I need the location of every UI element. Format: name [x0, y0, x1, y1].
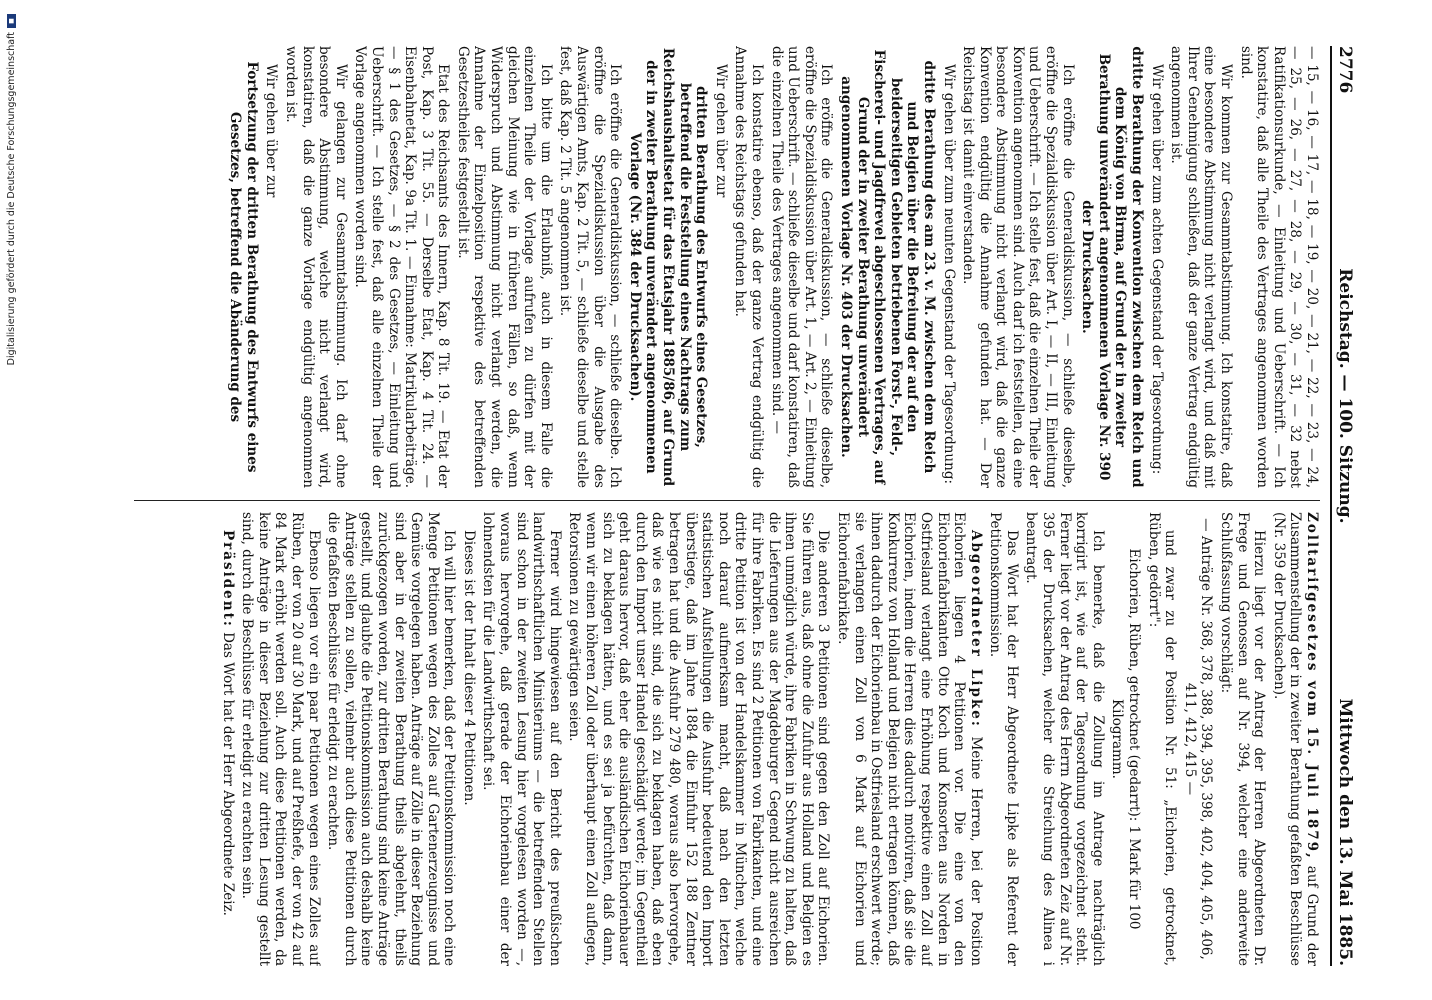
- page-running-title: Reichstag. — 100. Sitzung.: [1335, 268, 1355, 524]
- paragraph-text: Ich eröffne die Generaldiskussion, — schließe dieselbe, eröffne die Spezialdiskussion über Art. 1, — Art. 2, — Einleitung und Ueberschrift. — schließe dieselbe und darf konstatiren, daß die einzelnen Theile des Vertrages angenommen sind. —: [768, 46, 835, 488]
- paragraph: [460, 512, 477, 966]
- paragraph: [566, 512, 832, 966]
- paragraph-text: Wir gehen über zum achten Gegenstand der Tagesordnung:: [1148, 64, 1165, 475]
- paragraph-text: dritte Berathung der Konvention zwischen dem Reich und dem König von Birma, auf Grund der in zweiter Berathung unverändert angenommenen Vorlage Nr. 390 der Drucksachen.: [1079, 46, 1146, 488]
- speaker-label: Präsident:: [219, 530, 236, 628]
- paragraph-text: Hierzu liegt vor der Antrag der Herren Abgeordneten Dr. Frege und Genossen auf Nr. 394, welcher eine anderweite Schlußfassung vorschlägt:: [1218, 512, 1268, 966]
- paragraph: [940, 46, 957, 488]
- dfg-logo-icon: ■: [7, 14, 16, 28]
- paragraph: [454, 46, 554, 488]
- scanned-page: [124, 46, 1364, 966]
- paragraph: [263, 46, 280, 488]
- paragraph-text: Wir kommen zur Gesammtabstimmung. Ich konstatire, daß eine besondere Abstimmung nicht verlangt wird, und daß mit Ihrer Genehmigung schließen, daß der ganze Vertrag endgültig angenommen ist.: [1168, 46, 1235, 488]
- paragraph: [227, 46, 260, 488]
- paragraph-text: dritten Berathung des Entwurfs eines Gesetzes, betreffend die Feststellung eines Nachtrags zum Reichshaushaltsetat für das Etatsjahr 1885/86, auf Grund der in zweiter Berathung unverändert angenommenen Vorlage (Nr. 384 der Drucksachen).: [626, 47, 710, 487]
- paragraph: [1148, 46, 1165, 488]
- page-header: [1330, 46, 1364, 966]
- column-divider: [134, 500, 1320, 501]
- paragraph-text: Meine Herren, bei der Position Eichorien liegen 4 Petitionen vor. Die eine von den Eichorienfabrikanten Otto Koch und Konsorten aus Norden in Ostfriesland verlangt eine Erhöhung respektive einen Zoll auf Eichorien, indem die Herren dies dadurch motiviren, daß sie die Konkurrenz von Holland und Belgien nicht ertragen können, daß ihnen dadurch der Eichorienbau in Ostfriesland erschwert werde; sie verlangen einen Zoll von 6 Mark auf Eichorien und Eichorienfabrikate.: [834, 512, 984, 966]
- paragraph: [282, 46, 348, 488]
- paragraph-text: Wir gehen über zur: [263, 64, 280, 198]
- session-date: Mittwoch den 13. Mai 1885.: [1335, 698, 1355, 966]
- paragraph: [325, 512, 458, 966]
- paragraph-text: Ich bemerke, daß die Zollung im Antrage nachträglich korrigirt ist, wie auf der Tagesordnung vorgezeichnet steht. Ferner liegt vor der Antrag des Herrn Abgeordneten Zeiz auf Nr. 395 der Drucksachen, welcher die Streichung des Alinea i beantragt.: [1023, 512, 1106, 966]
- paragraph-text: auf Grund der Zusammenstellung der in zweiter Berathung gefaßten Beschlüsse (Nr. 359 der Drucksachen).: [1270, 512, 1320, 966]
- paragraph: [626, 46, 709, 488]
- paragraph-text: Ich eröffne die Generaldiskussion, — schließe dieselbe. Ich eröffne die Spezialdiskussion über die Ausgabe des Auswärtigen Amts, Kap. 2 Tit. 5, — schließe dieselbe und stelle fest, daß Kap. 2 Tit. 5 angenommen ist.: [557, 46, 624, 488]
- paragraph: [837, 46, 937, 488]
- paragraph-text: Wir gehen über zur: [712, 64, 729, 198]
- paragraph: [960, 46, 1076, 488]
- paragraph-text: — 15, — 16, — 17, — 18, — 19, — 20, — 21, — 22, — 23, — 24, — 25, — 26, — 27, — 28, — 29, — 30, — 31, — 32 nebst Ratifikationsurkunde, — Einleitung und Ueberschrift. — Ich konstatire, daß alle Theile des Vertrages angenommen worden sind.: [1237, 46, 1320, 488]
- right-text-column: [130, 512, 1320, 966]
- paragraph: [732, 46, 765, 488]
- paragraph: [557, 46, 623, 488]
- paragraph: [1237, 46, 1320, 488]
- paragraph-text: Die anderen 3 Petitionen sind gegen den Zoll auf Eichorien. Sie führen aus, daß ohne die Zufuhr aus Holland und Belgien es ihnen unmöglich würde, ihre Fabriken in Schwung zu halten, daß die Lieferungen aus der Magdeburger Gegend nicht ausreichen für ihre Fabriken. Es sind 2 Petitionen von Fabrikanten, und eine dritte Petition ist von der Handelskammer in München, welche noch darauf aufmerksam macht, daß nach den letzten statistischen Aufstellungen die Ausfuhr bedeutend den Import überstiege, daß im Jahre 1884 die Einfuhr 152 188 Zentner betragen hat und die Ausfuhr 279 480, woraus also hervorgehe, daß wie es nicht sind, die sich zu beklagen haben, daß eben durch den Import unser Handel geschädigt werde; im Gegentheil geht daraus hervor, daß eher die ausländischen Eichorienbauer sich zu beklagen hätten, und es sei ja befürchten, daß dann, wenn wir einen höheren Zoll oder überhaupt einen Zoll auflegen, Retorsionen zu gewärtigen seien.: [566, 512, 832, 966]
- paragraph: [834, 512, 983, 966]
- speaker-label: Zolltarifgesetzes vom 15. Juli 1879,: [1304, 512, 1320, 860]
- paragraph-text: Das Wort hat der Herr Abgeordnete Zeiz.: [219, 627, 236, 916]
- left-text-column: [130, 46, 1320, 488]
- paragraph-text: dritte Berathung des am 23. v. M. zwischen dem Reich und Belgien über die Befreiung der auf den beiderseitigen Gebieten betriebenen Forst-, Feld-, Fischerei- und Jagdfrevel abgeschlossenen Vertrages, auf Grund der in zweiter Berathung unverändert angenommenen Vorlage Nr. 403 der Drucksachen.: [837, 49, 937, 485]
- paragraph-text: Ich bitte um die Erlaubniß, auch in diesem Falle die einzelnen Theile der Vorlage aufrufen zu dürfen mit der gleichen Meinung wie in früheren Fällen, so daß, wenn Widerspruch und Abstimmung nicht verlangt werden, die Annahme der Einzelposition respektive des betreffenden Gesetzestheiles festgestellt ist.: [454, 46, 554, 488]
- page-number: 2776: [1335, 46, 1355, 94]
- paragraph: [352, 46, 452, 488]
- speaker-label: Abgeordneter Lipke:: [967, 530, 984, 728]
- paragraph-text: — Anträge Nr. 368, 378, 388, 394, 395, 398, 402, 404, 405, 406, 411, 412, 415 —: [1181, 518, 1215, 960]
- paragraph-text: Ich eröffne die Generaldiskussion, — schließe dieselbe, eröffne die Spezialdiskussion über Art. I, — II, — III, Einleitung und Ueberschrift. — Ich stelle fest, daß die einzelnen Theile der Konvention angenommen sind. Auch darf ich feststellen, da eine besondere Abstimmung nicht verlangt wird, daß die ganze Konvention endgültig die Annahme gefunden hat. — Der Reichstag ist damit einverstanden.: [960, 46, 1076, 488]
- paragraph-text: Ich will hier bemerken, daß der Petitionskommission noch eine Menge Petitionen wegen des Zolles auf Gartenerzeugnisse und Gemüse vorgelegen haben. Anträge auf Zölle in dieser Beziehung sind aber in der zweiten Berathung theils abgelehnt, theils zurückgezogen worden, zur dritten Berathung sind keine Anträge gestellt, und glaubte die Petitionskommission auch deshalb keine Anträge stellen zu sollen, vielmehr auch diese Petitionen durch die gefaßten Beschlüsse für erledigt zu erachten.: [325, 512, 458, 966]
- paragraph-text: Fortsetzung der dritten Berathung des Entwurfs eines Gesetzes, betreffend die Abänderung des: [227, 61, 260, 473]
- paragraph-text: Ebenso liegen vor ein paar Petitionen wegen eines Zolles auf Rüben, der von 20 auf 30 Mark, und auf Preßhefe, der von 42 auf 84 Mark erhöht werden soll. Auch diese Petitionen werden, da keine Anträge in dieser Beziehung zur dritten Lesung gestellt sind, durch die Beschlüsse für erledigt zu erachten sein.: [239, 512, 322, 966]
- paragraph-text: Wir gehen über zum neunten Gegenstand der Tagesordnung:: [940, 64, 957, 485]
- paragraph: [239, 512, 322, 966]
- paragraph: [712, 46, 729, 488]
- paragraph: [1217, 512, 1267, 966]
- paragraph: [219, 512, 236, 966]
- paragraph-text: Das Wort hat der Herr Abgeordnete Lipke als Referent der Petitionskommission.: [987, 512, 1020, 966]
- paragraph-text: und zwar zu der Position Nr. 51: „Eichorien, getrocknet, Rüben, gedörrt":: [1145, 512, 1179, 966]
- paragraph: [1023, 512, 1106, 966]
- credit-text: Digitalisierung gefördert durch die Deutsche Forschungsgemeinschaft: [5, 32, 17, 366]
- paragraph-text: Etat des Reichsamts des Innern, Kap. 8 Tit. 19. — Etat der Post, Kap. 3 Tit. 55. — Derselbe Etat, Kap. 4 Tit. 24. — Eisenbahnetat, Kap. 9a Tit. 1. — Einnahme: Matrikularbeiträge. — § 1 des Gesetzes, — § 2 des Gesetzes, — Einleitung und Ueberschrift. — Ich stelle fest, daß alle einzelnen Theile der Vorlage angenommen worden sind.: [352, 46, 452, 488]
- digitization-credit-strip: [0, 0, 22, 1000]
- paragraph: [768, 46, 834, 488]
- paragraph: [1145, 512, 1178, 966]
- digitization-credit: [1, 0, 21, 1000]
- paragraph: [1168, 46, 1234, 488]
- paragraph: [1079, 46, 1145, 488]
- paragraph: [480, 512, 563, 966]
- paragraph: [1109, 512, 1142, 966]
- paragraph-text: Wir gelangen zur Gesammtabstimmung. Ich darf ohne besondere Abstimmung, welche nicht verlangt wird, konstatiren, daß die ganze Vorlage endgültig angenommen worden ist.: [282, 46, 349, 488]
- paragraph-text: Ferner wird hingewiesen auf den Bericht des preußischen landwirthschaftlichen Ministeriums — die betreffenden Stellen sind schon in der zweiten Lesung hier vorgelesen worden —, woraus hervorgehe, daß gerade der Eichorienbau einer der lohnendsten für die Landwirthschaft sei.: [480, 512, 563, 966]
- paragraph: [1181, 512, 1214, 966]
- paragraph-text: Eichorien, Rüben, getrocknet (gedarrt): 1 Mark für 100 Kilogramm.: [1109, 548, 1143, 930]
- paragraph: [987, 512, 1020, 966]
- paragraph: [1270, 512, 1320, 966]
- paragraph-text: Ich konstatire ebenso, daß der ganze Vertrag endgültig die Annahme des Reichstags gefunden hat.: [732, 46, 765, 488]
- paragraph-text: Dieses ist der Inhalt dieser 4 Petitionen.: [460, 530, 477, 806]
